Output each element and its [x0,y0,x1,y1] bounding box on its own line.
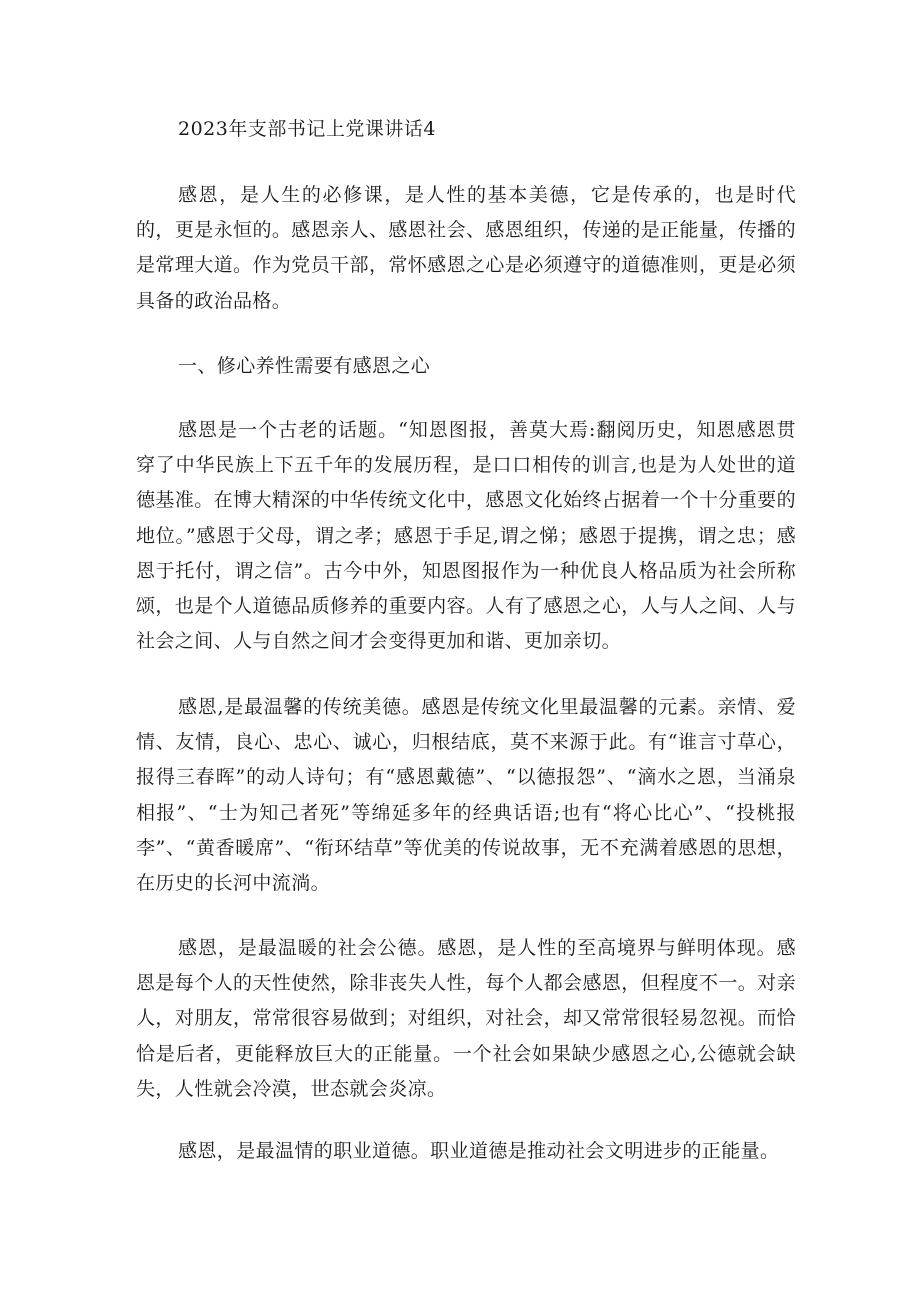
paragraph-social-morality: 感恩，是最温暖的社会公德。感恩，是人性的至高境界与鲜明体现。感恩是每个人的天性使然，除非丧失人性，每个人都会感恩，但程度不一。对亲人，对朋友，常常很容易做到；对组织，对社会，却又常常很轻易忽视。而恰恰是后者，更能释放巨大的正能量。一个社会如果缺少感恩之心,公德就会缺失，人性就会冷漠，世态就会炎凉。 [136,937,796,1100]
paragraph-ancient-topic: 感恩是一个古老的话题。“知恩图报，善莫大焉:翻阅历史，知恩感恩贯穿了中华民族上下五千年的发展历程，是口口相传的训言,也是为人处世的道德基准。在博大精深的中华传统文化中，感恩文化始终占据着一个十分重要的地位。”感恩于父母，谓之孝；感恩于手足,谓之悌；感恩于提携，谓之忠；感恩于托付，谓之信”。古今中外，知恩图报作为一种优良人格品质为社会所称颂，也是个人道德品质修养的重要内容。人有了感恩之心，人与人之间、人与社会之间、人与自然之间才会变得更加和谐、更加亲切。 [136,419,796,653]
paragraph-traditional-virtue: 感恩,是最温馨的传统美德。感恩是传统文化里最温馨的元素。亲情、爱情、友情，良心、忠心、诚心，归根结底，莫不来源于此。有“谁言寸草心，报得三春晖”的动人诗句；有“感恩戴德”、“以德报怨”、“滴水之恩，当涌泉相报”、“士为知己者死”等绵延多年的经典话语;也有“将心比心”、“投桃报李”、“黄香暖席”、“衔环结草”等优美的传说故事，无不充满着感恩的思想，在历史的长河中流淌。 [136,696,796,895]
document-title: 2023年支部书记上党课讲话4 [178,118,436,140]
paragraph-intro: 感恩，是人生的必修课，是人性的基本美德，它是传承的，也是时代的，更是永恒的。感恩亲人、感恩社会、感恩组织，传递的是正能量，传播的是常理大道。作为党员干部，常怀感恩之心是必须遵守的道德准则，更是必须具备的政治品格。 [136,184,796,312]
paragraph-professional-ethics: 感恩，是最温情的职业道德。职业道德是推动社会文明进步的正能量。 [178,1140,780,1162]
section-heading: 一、修心养性需要有感恩之心 [178,355,431,377]
